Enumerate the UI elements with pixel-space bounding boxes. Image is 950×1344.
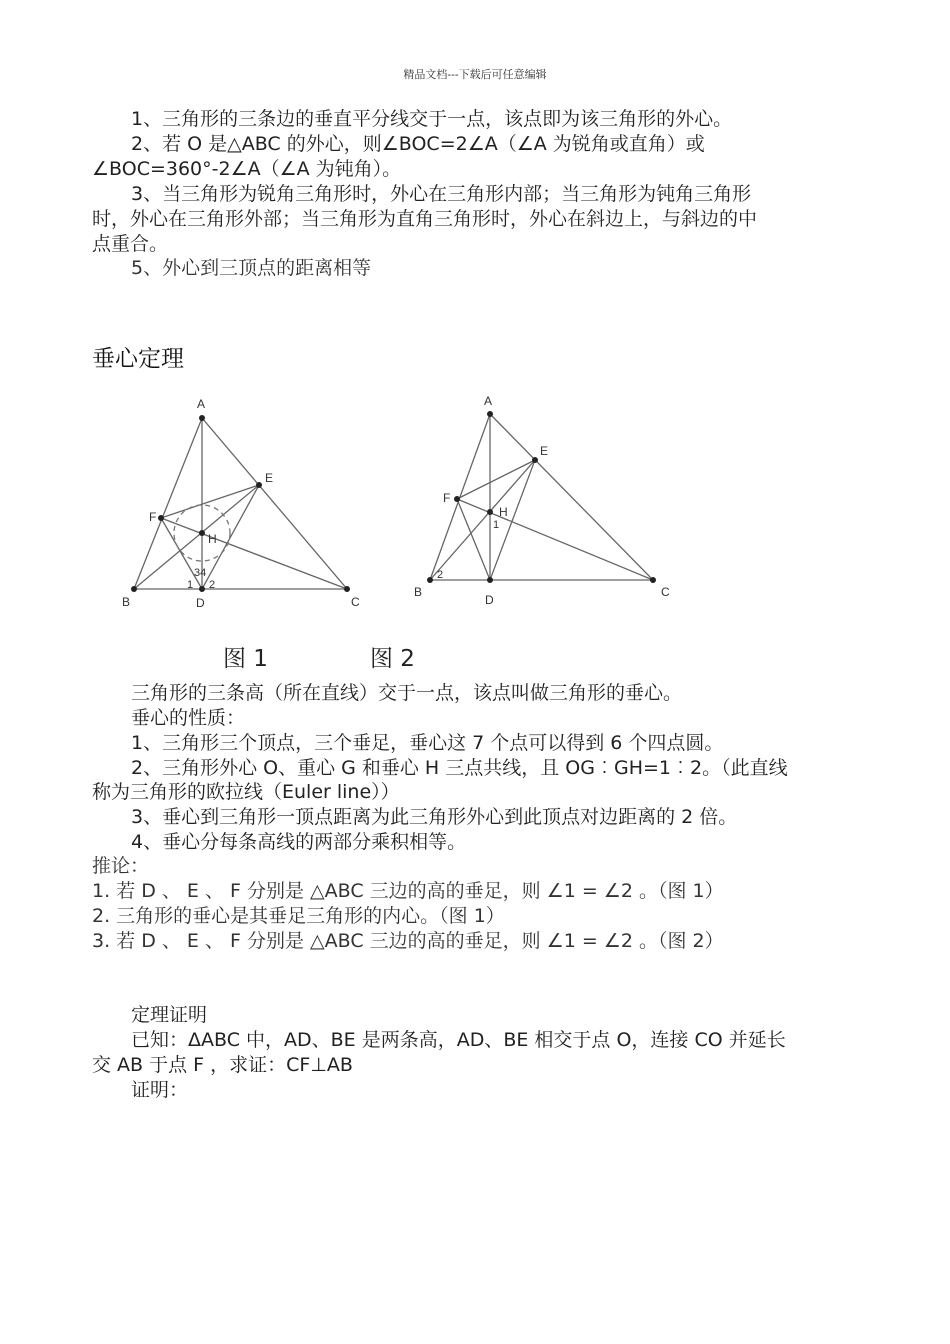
fig1-label-B: B bbox=[122, 595, 131, 609]
fig1-label-1: 1 bbox=[187, 579, 194, 591]
orthocenter-prop-3: 3、垂心到三角形一顶点距离为此三角形外心到此顶点对边距离的 2 倍。 bbox=[131, 806, 738, 828]
proof-label: 证明： bbox=[131, 1079, 189, 1101]
orthocenter-prop-1: 1、三角形三个顶点，三个垂足，垂心这 7 个点可以得到 6 个四点圆。 bbox=[131, 732, 724, 754]
fig2-label-E: E bbox=[540, 444, 549, 458]
fig1-label-H: H bbox=[208, 532, 217, 546]
proof-given-line2: 交 AB 于点 F ，求证：CF⊥AB bbox=[92, 1054, 353, 1076]
corollary-item-2: 2. 三角形的垂心是其垂足三角形的内心。（图 1） bbox=[92, 905, 505, 927]
fig2-label-C: C bbox=[661, 585, 670, 599]
figure-2 bbox=[405, 390, 685, 620]
figure-1 bbox=[110, 390, 380, 620]
fig1-label-2: 2 bbox=[209, 579, 216, 591]
corollary-item-1: 1. 若 D 、 E 、 F 分别是 △ABC 三边的高的垂足，则 ∠1 = ∠2 。（图 1） bbox=[92, 880, 724, 902]
circumcenter-prop-3-end: 点重合。 bbox=[92, 233, 169, 255]
figure-1-caption: 图 1 bbox=[223, 646, 268, 672]
fig2-label-A: A bbox=[484, 394, 493, 408]
fig2-label-2: 2 bbox=[437, 569, 444, 581]
fig1-label-A: A bbox=[197, 397, 206, 411]
circumcenter-prop-2: 2、若 O 是△ABC 的外心，则∠BOC=2∠A（∠A 为锐角或直角）或 bbox=[131, 133, 705, 155]
orthocenter-prop-2: 2、三角形外心 O、重心 G 和垂心 H 三点共线，且 OG︰GH=1︰2。（此直线 bbox=[131, 757, 788, 779]
fig1-label-34: 34 bbox=[194, 567, 207, 579]
fig1-label-F: F bbox=[149, 510, 157, 524]
corollary-title: 推论： bbox=[92, 855, 150, 877]
circumcenter-prop-3: 3、当三角形为锐角三角形时，外心在三角形内部；当三角形为钝角三角形 bbox=[131, 183, 752, 205]
proof-title: 定理证明 bbox=[131, 1004, 208, 1026]
orthocenter-prop-2-cont: 称为三角形的欧拉线（Euler line）） bbox=[92, 781, 400, 803]
circumcenter-prop-2-cont: ∠BOC=360°-2∠A（∠A 为钝角）。 bbox=[92, 158, 402, 180]
orthocenter-props-title: 垂心的性质： bbox=[131, 707, 246, 729]
circumcenter-prop-1: 1、三角形的三条边的垂直平分线交于一点，该点即为该三角形的外心。 bbox=[131, 108, 733, 130]
fig1-label-D: D bbox=[196, 596, 205, 610]
fig2-label-D: D bbox=[485, 593, 494, 607]
figure-2-diagram bbox=[405, 390, 685, 620]
corollary-item-3: 3. 若 D 、 E 、 F 分别是 △ABC 三边的高的垂足，则 ∠1 = ∠2 。（图 2） bbox=[92, 930, 724, 952]
orthocenter-prop-4: 4、垂心分每条高线的两部分乘积相等。 bbox=[131, 831, 467, 853]
fig1-label-C: C bbox=[351, 595, 360, 609]
fig1-label-E: E bbox=[265, 471, 274, 485]
fig2-label-F: F bbox=[443, 491, 451, 505]
page-header: 精品文档---下载后可任意编辑 bbox=[403, 68, 547, 81]
fig2-label-1: 1 bbox=[493, 519, 500, 531]
figure-1-diagram bbox=[110, 390, 380, 620]
proof-given-line1: 已知：ΔABC 中，AD、BE 是两条高，AD、BE 相交于点 O，连接 CO 并延长 bbox=[131, 1029, 786, 1051]
orthocenter-definition: 三角形的三条高（所在直线）交于一点，该点叫做三角形的垂心。 bbox=[131, 682, 683, 704]
fig2-label-B: B bbox=[414, 585, 423, 599]
fig2-label-H: H bbox=[499, 505, 508, 519]
circumcenter-prop-3-cont: 时，外心在三角形外部；当三角形为直角三角形时，外心在斜边上，与斜边的中 bbox=[92, 208, 758, 230]
circumcenter-prop-5: 5、外心到三顶点的距离相等 bbox=[131, 257, 372, 279]
orthocenter-heading: 垂心定理 bbox=[92, 346, 184, 372]
figure-2-caption: 图 2 bbox=[370, 646, 415, 672]
